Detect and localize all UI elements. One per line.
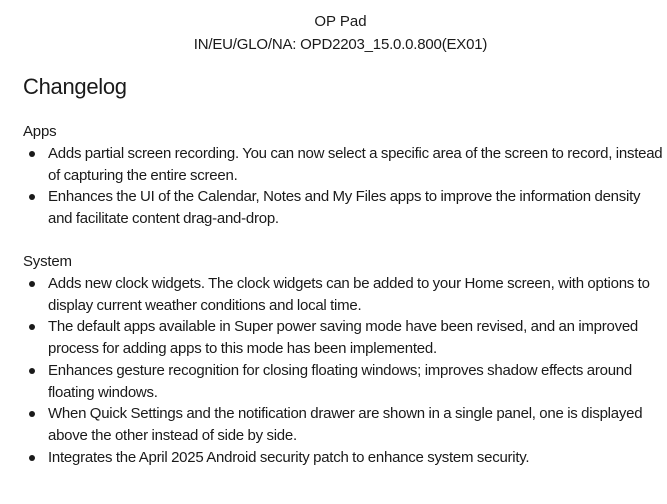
apps-items-list xyxy=(23,143,663,230)
bullet-icon xyxy=(29,411,35,417)
list-item-text: Enhances the UI of the Calendar, Notes and My Files apps to improve the information density and facilitate content drag-and-drop. xyxy=(48,188,641,228)
build-version: IN/EU/GLO/NA: OPD2203_15.0.0.800(EX01) xyxy=(193,36,488,53)
list-item-text: Integrates the April 2025 Android security patch to enhance system security. xyxy=(48,448,530,466)
list-item xyxy=(23,273,663,316)
bullet-icon xyxy=(29,194,35,200)
list-item xyxy=(23,403,663,446)
section-system xyxy=(23,252,663,468)
list-item xyxy=(23,447,663,469)
list-item xyxy=(23,143,663,186)
list-item-text: When Quick Settings and the notification drawer are shown in a single panel, one is displayed above the other instead of side by side. xyxy=(48,405,643,444)
header xyxy=(0,12,667,55)
list-item-text: Adds partial screen recording. You can now select a specific area of the screen to record, instead of capturing the entire screen. xyxy=(48,145,663,184)
bullet-icon xyxy=(29,455,35,461)
bullet-icon xyxy=(29,281,35,287)
list-item-text: Enhances gesture recognition for closing floating windows; improves shadow effects around floating windows. xyxy=(48,361,632,401)
list-item xyxy=(23,186,663,229)
bullet-icon xyxy=(29,368,35,374)
bullet-icon xyxy=(29,324,35,330)
system-items-list xyxy=(23,273,663,468)
device-name: OP Pad xyxy=(314,13,367,30)
list-item-text: The default apps available in Super power saving mode have been revised, and an improved process for adding apps to this mode has been implemented. xyxy=(48,318,639,358)
changelog-title: Changelog xyxy=(23,74,127,99)
section-apps xyxy=(23,122,663,230)
bullet-icon xyxy=(29,151,35,157)
section-heading-apps: Apps xyxy=(23,123,57,140)
section-heading-system: System xyxy=(23,253,72,270)
list-item-text: Adds new clock widgets. The clock widgets can be added to your Home screen, with options to display current weather conditions and local time. xyxy=(48,275,650,314)
list-item xyxy=(23,360,663,403)
list-item xyxy=(23,316,663,359)
